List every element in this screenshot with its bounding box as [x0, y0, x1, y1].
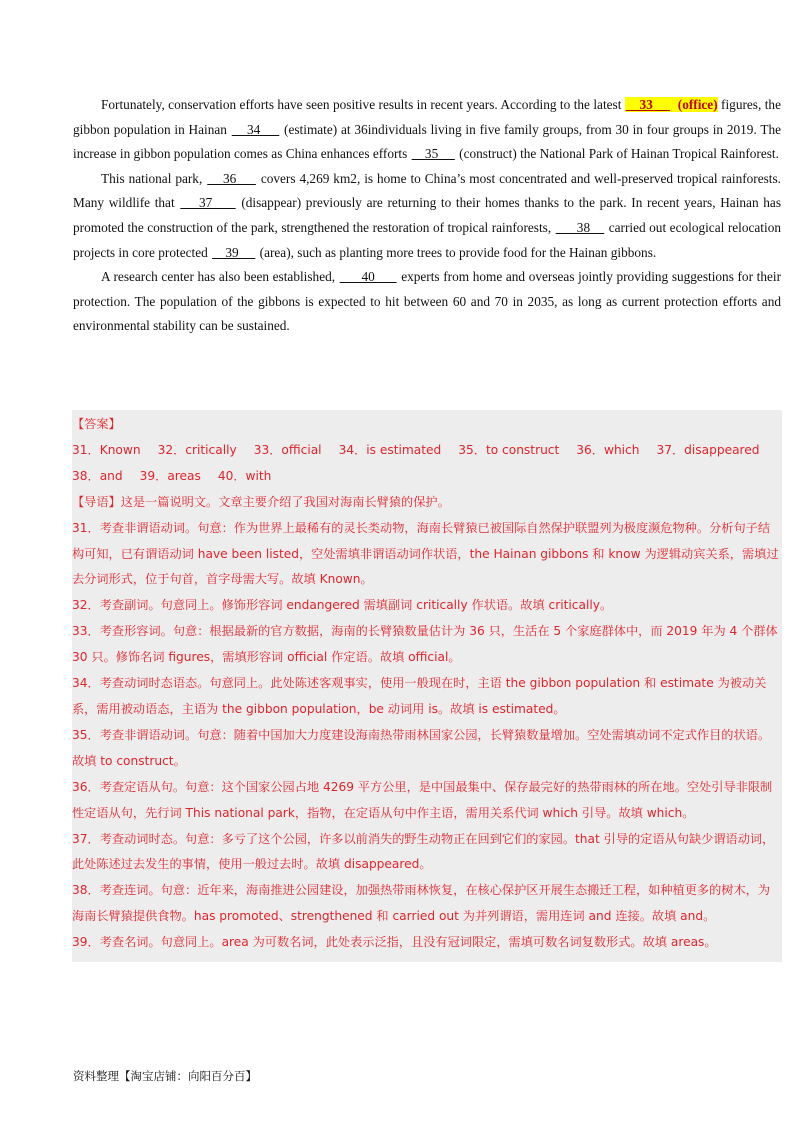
- explanation-35: 35．考查非谓语动词。句意：随着中国加大力度建设海南热带雨林国家公园，长臂猿数量增加。空处需填动词不定式作目的状语。故填 to construct。: [72, 727, 771, 768]
- answer-blank: 40: [339, 269, 397, 285]
- answer-item: 40．with: [217, 468, 272, 483]
- explanation-39: 39．考查名词。句意同上。area 为可数名词，此处表示泛指，且没有冠词限定，需填可数名词复数形式。故填 areas。: [72, 935, 717, 950]
- answer-item: 34．is estimated: [338, 442, 442, 457]
- explanation-37: 37．考查动词时态。句意：多亏了这个公园，许多以前消失的野生动物正在回到它们的家园。that 引导的定语从句缺少谓语动词，此处陈述过去发生的事情，使用一般过去时。故填 disappeared。: [72, 831, 775, 872]
- paragraph-2: [73, 167, 781, 265]
- answer-item: 37．disappeared: [656, 442, 760, 457]
- paragraph-3: [73, 265, 781, 339]
- answer-item: 39．areas: [139, 468, 201, 483]
- guide-intro: 【导语】这是一篇说明文。文章主要介绍了我国对海南长臂猿的保护。: [72, 494, 450, 509]
- footer-source: 资料整理【淘宝店铺：向阳百分百】: [73, 1069, 257, 1083]
- explanation-32: 32．考查副词。句意同上。修饰形容词 endangered 需填副词 critically 作状语。故填 critically。: [72, 598, 613, 613]
- passage-text: (office): [677, 97, 718, 112]
- explanation-33: 33．考查形容词。句意：根据最新的官方数据，海南的长臂猿数量估计为 36 只，生活在 5 个家庭群体中，而 2019 年为 4 个群体 30 只。修饰名词 figures，需填形容词 official 作定语。故填 official。: [72, 624, 778, 665]
- explanation-36: 36．考查定语从句。句意：这个国家公园占地 4269 平方公里，是中国最集中、保存最完好的热带雨林的所在地。空处引导非限制性定语从句，先行词 This national park，指物，在定语从句中作主语，需用关系代词 which 引导。故填 which。: [72, 779, 773, 820]
- passage-text: A research center has also been established,: [101, 269, 339, 285]
- passage-text: (construct) the National Park of Hainan Tropical Rainforest.: [455, 146, 779, 162]
- passage-text: carried out ecological relocation projects in core protected: [73, 219, 781, 260]
- passage-text: (area), such as planting more trees to provide food for the Hainan gibbons.: [256, 244, 657, 260]
- answer-list: [72, 438, 782, 490]
- explanation-31: 31．考查非谓语动词。句意：作为世界上最稀有的灵长类动物，海南长臂猿已被国际自然保护联盟列为极度濒危物种。分析句子结构可知，已有谓语动词 have been listed，空处需填非谓语动词作状语，the Hainan gibbons 和 know 为逻辑动宾关系，需填过去分词形式，位于句首，首字母需大写。故填 Known。: [72, 520, 779, 587]
- answer-item: 31．Known: [72, 442, 141, 457]
- passage-text: [671, 97, 678, 112]
- answer-blank: 37: [180, 195, 236, 211]
- answer-item: 32．critically: [157, 442, 237, 457]
- explanation-34: 34．考查动词时态语态。句意同上。此处陈述客观事实，使用一般现在时，主语 the gibbon population 和 estimate 为被动关系，需用被动语态，主语为 the gibbon population，be 动词用 is。故填 is estimated。: [72, 676, 767, 716]
- passage-text: covers 4,269 km2, is home to China’s most concentrated and well-preserved tropical rainforests. Many wildlife that: [73, 170, 781, 211]
- passage-text: figures, the gibbon population in Hainan: [73, 97, 781, 137]
- answer-blank: 35: [411, 146, 455, 162]
- answer-blank: 38: [555, 219, 605, 235]
- explanation-38: 38．考查连词。句意：近年来，海南推进公园建设，加强热带雨林恢复，在核心保护区开展生态搬迁工程，如种植更多的树木，为海南长臂猿提供食物。has promoted、strengthened 和 carried out 为并列谓语，需用连词 and 连接。故填 and。: [72, 883, 771, 924]
- answer-blank: 36: [207, 170, 256, 186]
- answer-item: 33．official: [253, 442, 322, 457]
- passage: [73, 93, 781, 339]
- answer-section: [72, 410, 782, 962]
- passage-text: This national park,: [101, 170, 207, 186]
- paragraph-1: [73, 93, 781, 167]
- answer-item: 38．and: [72, 468, 123, 483]
- passage-text: (disappear) previously are returning to their homes thanks to the park. In recent years, Hainan has promoted the construction of the park, strengthened the restoration of tropical rainforests,: [73, 195, 781, 235]
- passage-text: Fortunately, conservation efforts have seen positive results in recent years. According to the latest: [101, 97, 625, 112]
- answer-blank: 39: [212, 244, 256, 260]
- passage-text: (estimate) at 36individuals living in five family groups, from 30 in four groups in 2019. The increase in gibbon population comes as China enhances efforts: [73, 121, 781, 162]
- answer-blank: 33: [625, 97, 670, 112]
- answer-blank: 34: [231, 121, 280, 137]
- answer-header: 【答案】: [72, 417, 121, 431]
- answer-item: 35．to construct: [458, 442, 560, 457]
- passage-text: experts from home and overseas jointly providing suggestions for their protection. The population of the gibbons is expected to hit between 60 and 70 in 2035, as long as current protection efforts and environmental stability can be sustained.: [73, 269, 782, 334]
- answer-item: 36．which: [576, 442, 640, 457]
